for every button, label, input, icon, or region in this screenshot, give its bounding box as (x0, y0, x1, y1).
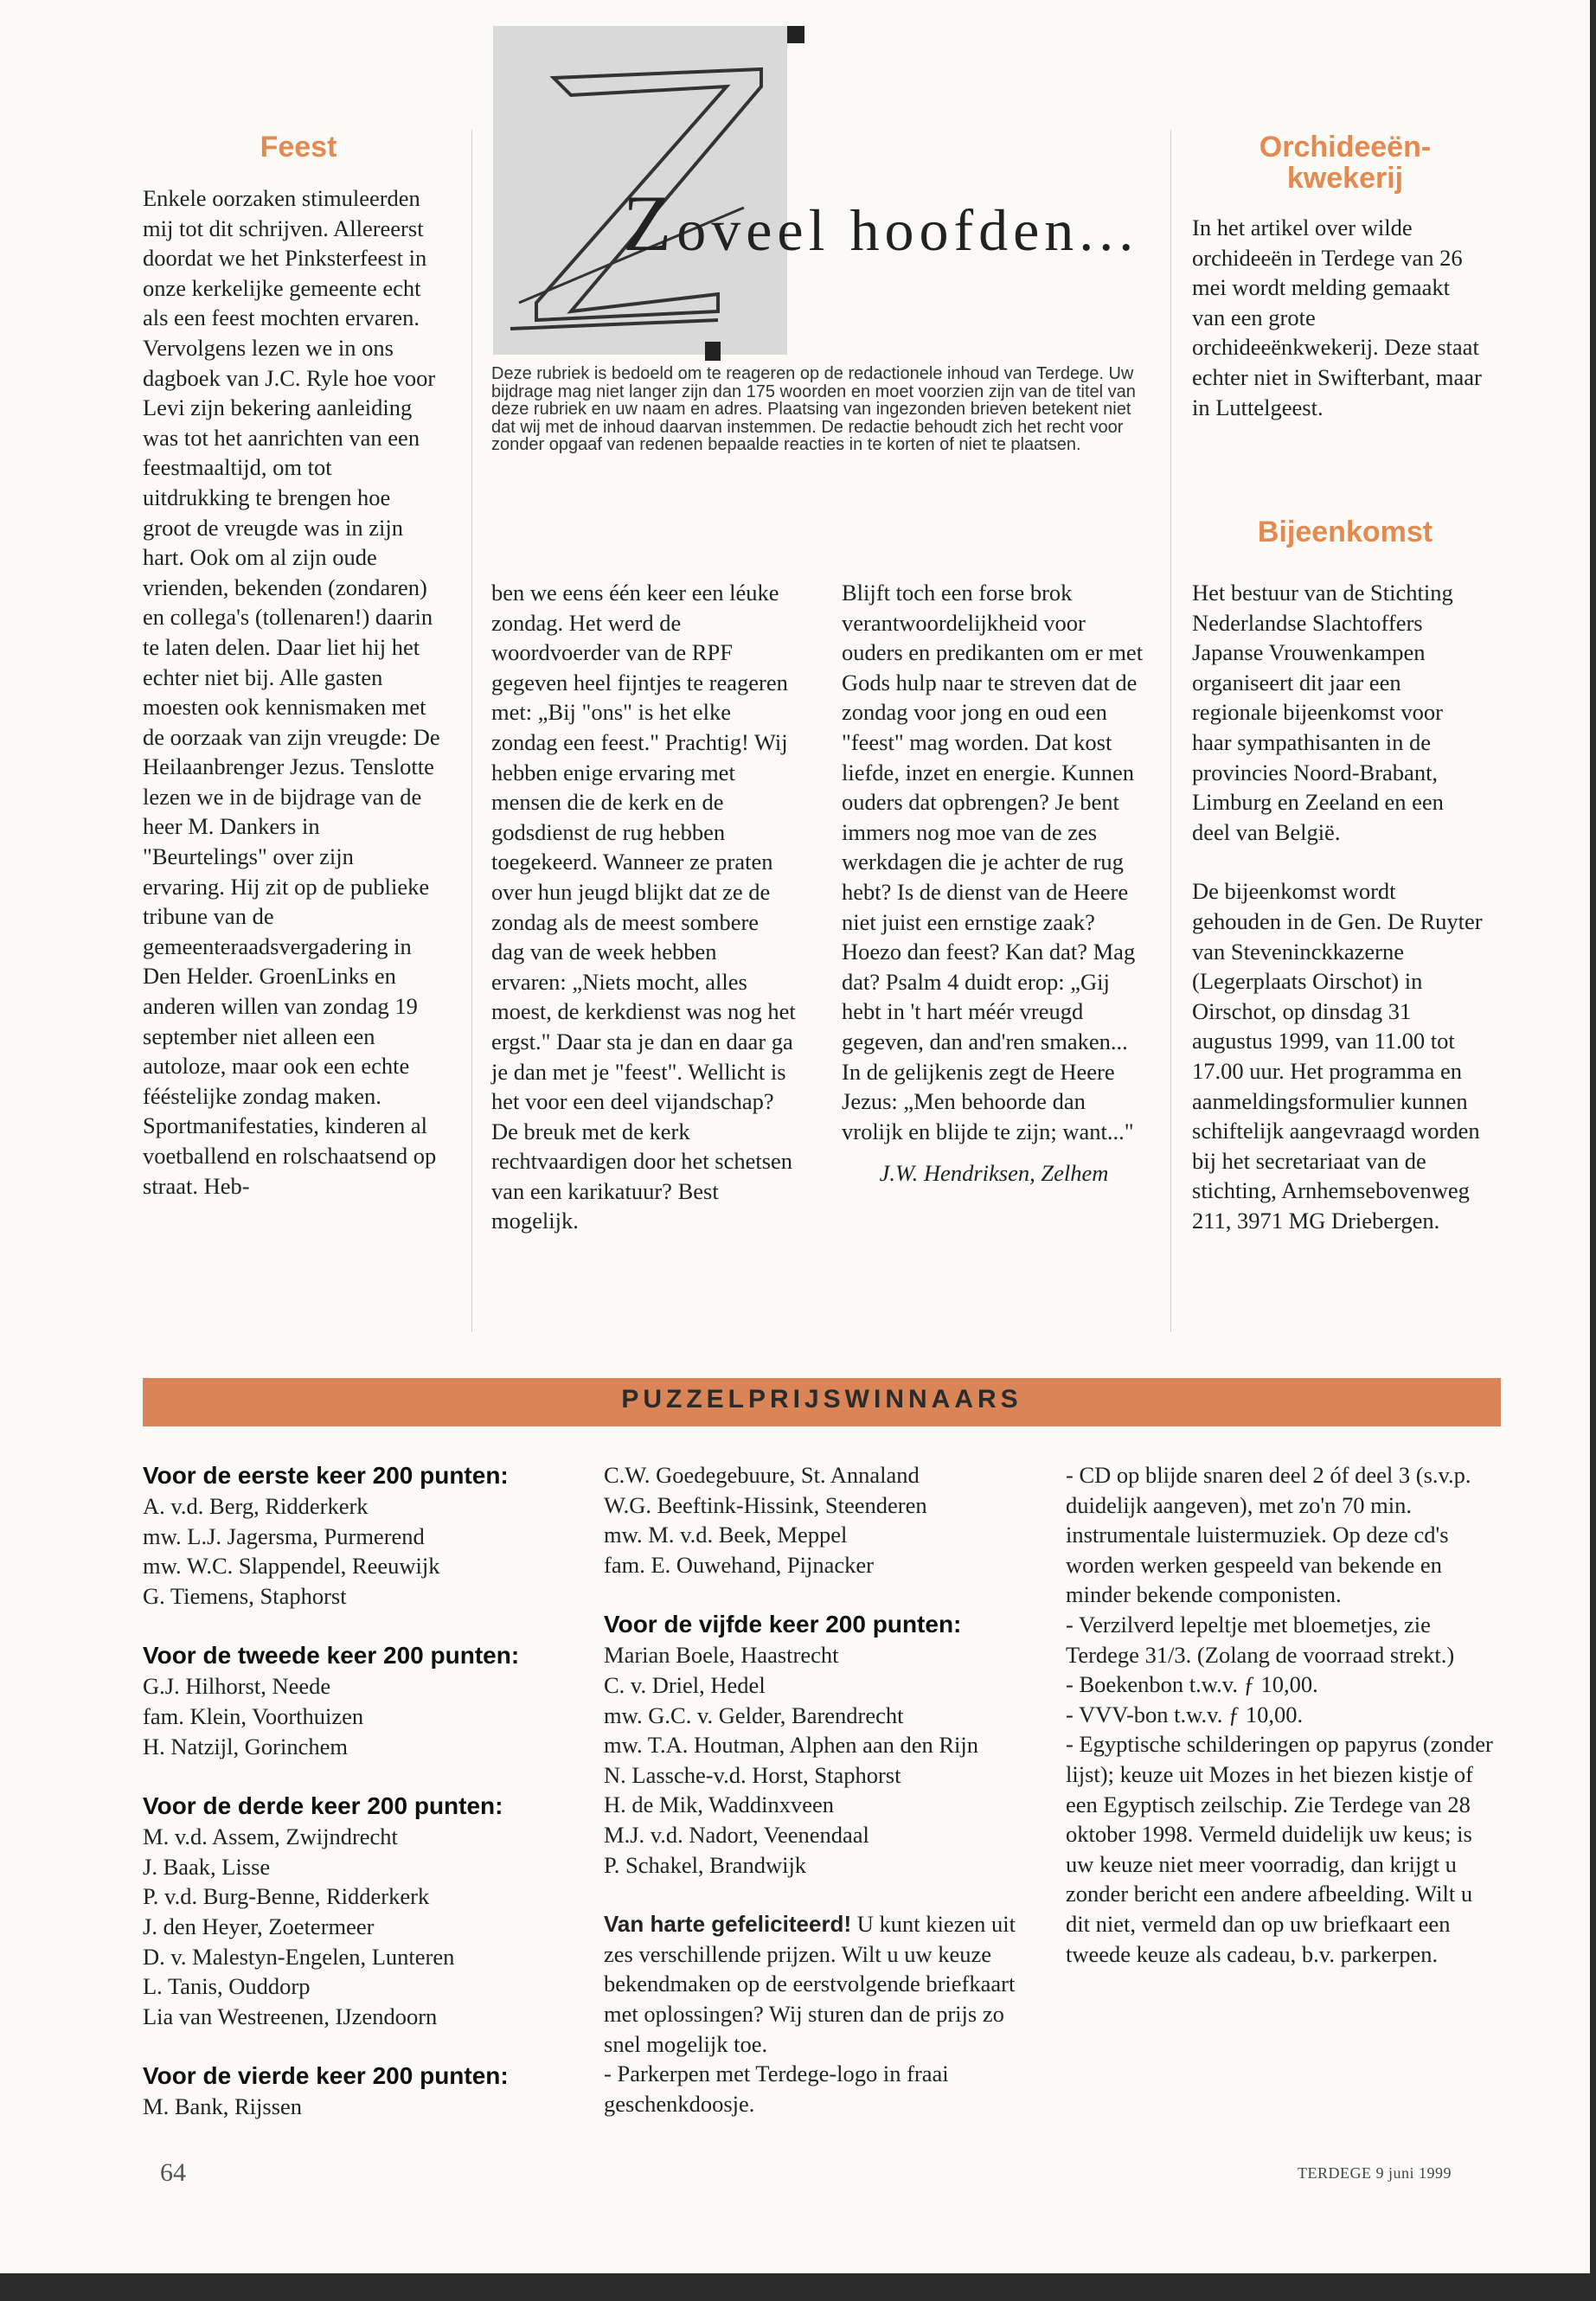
page-title (623, 177, 1138, 269)
column-intro: Deze rubriek is bedoeld om te reageren op de redactionele inhoud van Terdege. Uw bijdrage mag niet langer zijn dan 175 woorden en moet voorzien zijn van de titel van deze rubriek en uw naam en adres. Plaatsing van ingezonden brieven betekent niet dat wij met de inhoud daarvan instemmen. De redactie behoudt zich het recht voor zonder opgaaf van redenen bepaalde reacties in te korten of niet te plaatsen. (491, 364, 1136, 454)
feest-signature: J.W. Hendriksen, Zelhem (879, 1160, 1109, 1187)
winner: Lia van Westreenen, IJzendoorn (143, 2003, 438, 2029)
winner: mw. T.A. Houtman, Alphen aan den Rijn (604, 1732, 979, 1759)
orchid-column (1192, 213, 1486, 422)
winner: Marian Boele, Haastrecht (604, 1642, 839, 1669)
winner: P. v.d. Burg-Benne, Ridderkerk (143, 1883, 430, 1910)
issue-label: TERDEGE 9 juni 1999 (1298, 2164, 1452, 2182)
winner: C.W. Goedegebuure, St. Annaland (604, 1462, 920, 1488)
puzzle-banner (143, 1378, 1501, 1426)
feest-column-1 (143, 183, 441, 1201)
feest-heading: Feest (260, 131, 337, 163)
bijeenkomst-column (1192, 578, 1486, 1235)
winner: D. v. Malestyn-Engelen, Lunteren (143, 1943, 455, 1970)
page-number: 64 (160, 2158, 186, 2187)
winner: M. Bank, Rijssen (143, 2093, 303, 2120)
congrats-text: U kunt kiezen uit zes verschillende prijzen. Wilt u uw keuze bekendmaken op de eerstvolgende briefkaart met oplossingen? Wij sturen dan de prijs zo snel mogelijk toe. (604, 1911, 1016, 2057)
orchid-text: In het artikel over wilde orchideeën in Terdege van 26 mei wordt melding gemaakt van een grote orchideeënkwekerij. Deze staat echter niet in Swifterbant, maar in Luttelgeest. (1192, 215, 1482, 420)
winner: M.J. v.d. Nadort, Veenendaal (604, 1821, 869, 1848)
orchid-heading-line2: kwekerij (1286, 162, 1404, 195)
winner: M. v.d. Assem, Zwijndrecht (143, 1823, 398, 1850)
group-heading: Voor de vierde keer 200 punten: (143, 2062, 509, 2090)
page-edge-shadow (0, 2273, 1596, 2301)
feest-text-3: Blijft toch een forse brok verantwoordelijkheid voor ouders en predikanten om er met Gods hulp naar te streven dat de zondag voor jong en oud een "feest" mag worden. Dat kost liefde, inzet en energie. Kunnen ouders dat opbrengen? Je bent immers nog moe van de zes werkdagen die je achter de rug hebt? Is de dienst van de Heere niet juist een ernstige zaak? Hoezo dan feest? Kan dat? Mag dat? Psalm 4 duidt erop: „Gij hebt in 't hart méér vreugd gegeven, dan and'ren smaken... In de gelijkenis zegt de Heere Jezus: „Men behoorde dan vrolijk en blijde te zijn; want..." (842, 580, 1144, 1144)
feest-text-1: Enkele oorzaken stimuleerden mij tot dit schrijven. Allereerst doordat we het Pinksterfeest in onze kerkelijke gemeente echt als een feest mochten ervaren. Vervolgens lezen we in ons dagboek van J.C. Ryle hoe voor Levi zijn bekering aanleiding was tot het aanrichten van een feestmaaltijd, om tot uitdrukking te brengen hoe groot de vreugde was in zijn hart. Ook om al zijn oude vrienden, bekenden (zondaren) en collega's (tollenaren!) daarin te laten delen. Daar liet hij het echter niet bij. Alle gasten moesten ook kennismaken met de oorzaak van zijn vreugde: De Heilaanbrenger Jezus. Tenslotte lezen we in de bijdrage van de heer M. Dankers in "Beurtelings" over zijn ervaring. Hij zit op de publieke tribune van de gemeenteraadsvergadering in Den Helder. GroenLinks en anderen willen van zondag 19 september niet alleen een autoloze, maar ook een echte fééstelijke zondag maken. Sportmanifestaties, kinderen al voetballend en rolschaatsend op straat. Heb- (143, 185, 440, 1199)
prize-item: - CD op blijde snaren deel 2 óf deel 3 (s.v.p. duidelijk aangeven), met zo'n 70 min. instrumentale luistermuziek. Op deze cd's worden werken gespeeld van bekende en minder bekende componisten. (1066, 1462, 1471, 1608)
puzzle-column-3 (1066, 1460, 1498, 1969)
puzzle-column-2 (604, 1460, 1041, 2117)
page-edge-shadow (1590, 0, 1596, 2301)
group-heading: Voor de vijfde keer 200 punten: (604, 1611, 962, 1638)
winner: L. Tanis, Ouddorp (143, 1973, 311, 2000)
puzzle-banner-title: PUZZELPRIJSWINNAARS (621, 1385, 1022, 1413)
winner: mw. M. v.d. Beek, Meppel (604, 1522, 848, 1548)
title-text: oveel hoofden... (676, 197, 1139, 263)
prize-item: - Verzilverd lepeltje met bloemetjes, zie Terdege 31/3. (Zolang de voorraad strekt.) (1066, 1611, 1455, 1668)
orchid-heading-line1: Orchideeën- (1259, 131, 1432, 163)
congrats-bold: Van harte gefeliciteerd! (604, 1911, 852, 1938)
prize-item: - Egyptische schilderingen op papyrus (zonder lijst); keuze uit Mozes in het biezen kistje of een Egyptisch zeilschip. Zie Terdege van 28 oktober 1998. Vermeld duidelijk uw keus; is uw keuze niet meer voorradig, dan krijgt u zonder bericht een andere afbeelding. Wilt u dit niet, vermeld dan op uw briefkaart een tweede keuze als cadeau, b.v. parkerpen. (1066, 1731, 1493, 1967)
winner: C. v. Driel, Hedel (604, 1671, 766, 1698)
winner: G. Tiemens, Staphorst (143, 1582, 347, 1609)
feest-text-2: ben we eens één keer een léuke zondag. Het werd de woordvoerder van de RPF gegeven heel fijntjes te reageren met: „Bij "ons" is het elke zondag een feest." Prachtig! Wij hebben enige ervaring met mensen die de kerk en de godsdienst de rug hebben toegekeerd. Wanneer ze praten over hun jeugd blijkt dat ze de zondag als de meest sombere dag van de week hebben ervaren: „Niets mocht, alles moest, de kerkdienst was nog het ergst." Daar sta je dan en daar ga je dan met je "feest". Wellicht is het voor een deel vijandschap? De breuk met de kerk rechtvaardigen door het schetsen van een karikatuur? Best mogelijk. (491, 580, 796, 1234)
orchid-heading (1189, 131, 1501, 194)
winner: H. de Mik, Waddinxveen (604, 1791, 835, 1818)
winner: fam. Klein, Voorthuizen (143, 1702, 364, 1729)
column-divider (1170, 130, 1171, 1332)
winner: W.G. Beeftink-Hissink, Steenderen (604, 1491, 927, 1518)
winner: H. Natzijl, Gorinchem (143, 1733, 348, 1759)
prize-item: - VVV-bon t.w.v. ƒ 10,00. (1066, 1701, 1304, 1727)
winner: G.J. Hilhorst, Neede (143, 1673, 331, 1700)
column-divider (471, 130, 472, 1332)
congrats-paragraph (604, 1909, 1028, 2059)
winner: mw. W.C. Slappendel, Reeuwijk (143, 1553, 440, 1580)
group-heading: Voor de eerste keer 200 punten: (143, 1462, 509, 1489)
feest-column-2 (491, 578, 796, 1236)
bijeenkomst-text-2: De bijeenkomst wordt gehouden in de Gen. De Ruyter van Steveninckkazerne (Legerplaats Oirschot) in Oirschot, op dinsdag 31 augustus 1999, van 11.00 tot 17.00 uur. Het programma en aanmeldingsformulier kunnen schiftelijk aangevraagd worden bij het secretariaat van de stichting, Arnhemsebovenweg 211, 3971 MG Driebergen. (1192, 878, 1483, 1234)
prize-item: - Parkerpen met Terdege-logo in fraai geschenkdoosje. (604, 2061, 949, 2117)
winner: P. Schakel, Brandwijk (604, 1851, 807, 1878)
winner: mw. L.J. Jagersma, Purmerend (143, 1522, 425, 1549)
title-initial: Z (623, 179, 677, 267)
prize-item: - Boekenbon t.w.v. ƒ 10,00. (1066, 1671, 1318, 1698)
winner: N. Lassche-v.d. Horst, Staphorst (604, 1761, 901, 1788)
group-heading: Voor de tweede keer 200 punten: (143, 1642, 520, 1670)
group-heading: Voor de derde keer 200 punten: (143, 1792, 503, 1820)
winner: fam. E. Ouwehand, Pijnacker (604, 1551, 875, 1578)
feest-column-3 (842, 578, 1146, 1189)
bijeenkomst-heading: Bijeenkomst (1257, 516, 1433, 548)
winner: J. den Heyer, Zoetermeer (143, 1913, 375, 1939)
bijeenkomst-text-1: Het bestuur van de Stichting Nederlandse Slachtoffers Japanse Vrouwenkampen organiseert dit jaar een regionale bijeenkomst voor haar sympathisanten in de provincies Noord-Brabant, Limburg en Zeeland en een deel van België. (1192, 580, 1453, 845)
puzzle-column-1 (143, 1460, 575, 2122)
winner: A. v.d. Berg, Ridderkerk (143, 1493, 369, 1519)
winner: mw. G.C. v. Gelder, Barendrecht (604, 1702, 904, 1728)
title-graphic-mark (787, 26, 804, 43)
winner: J. Baak, Lisse (143, 1853, 271, 1880)
